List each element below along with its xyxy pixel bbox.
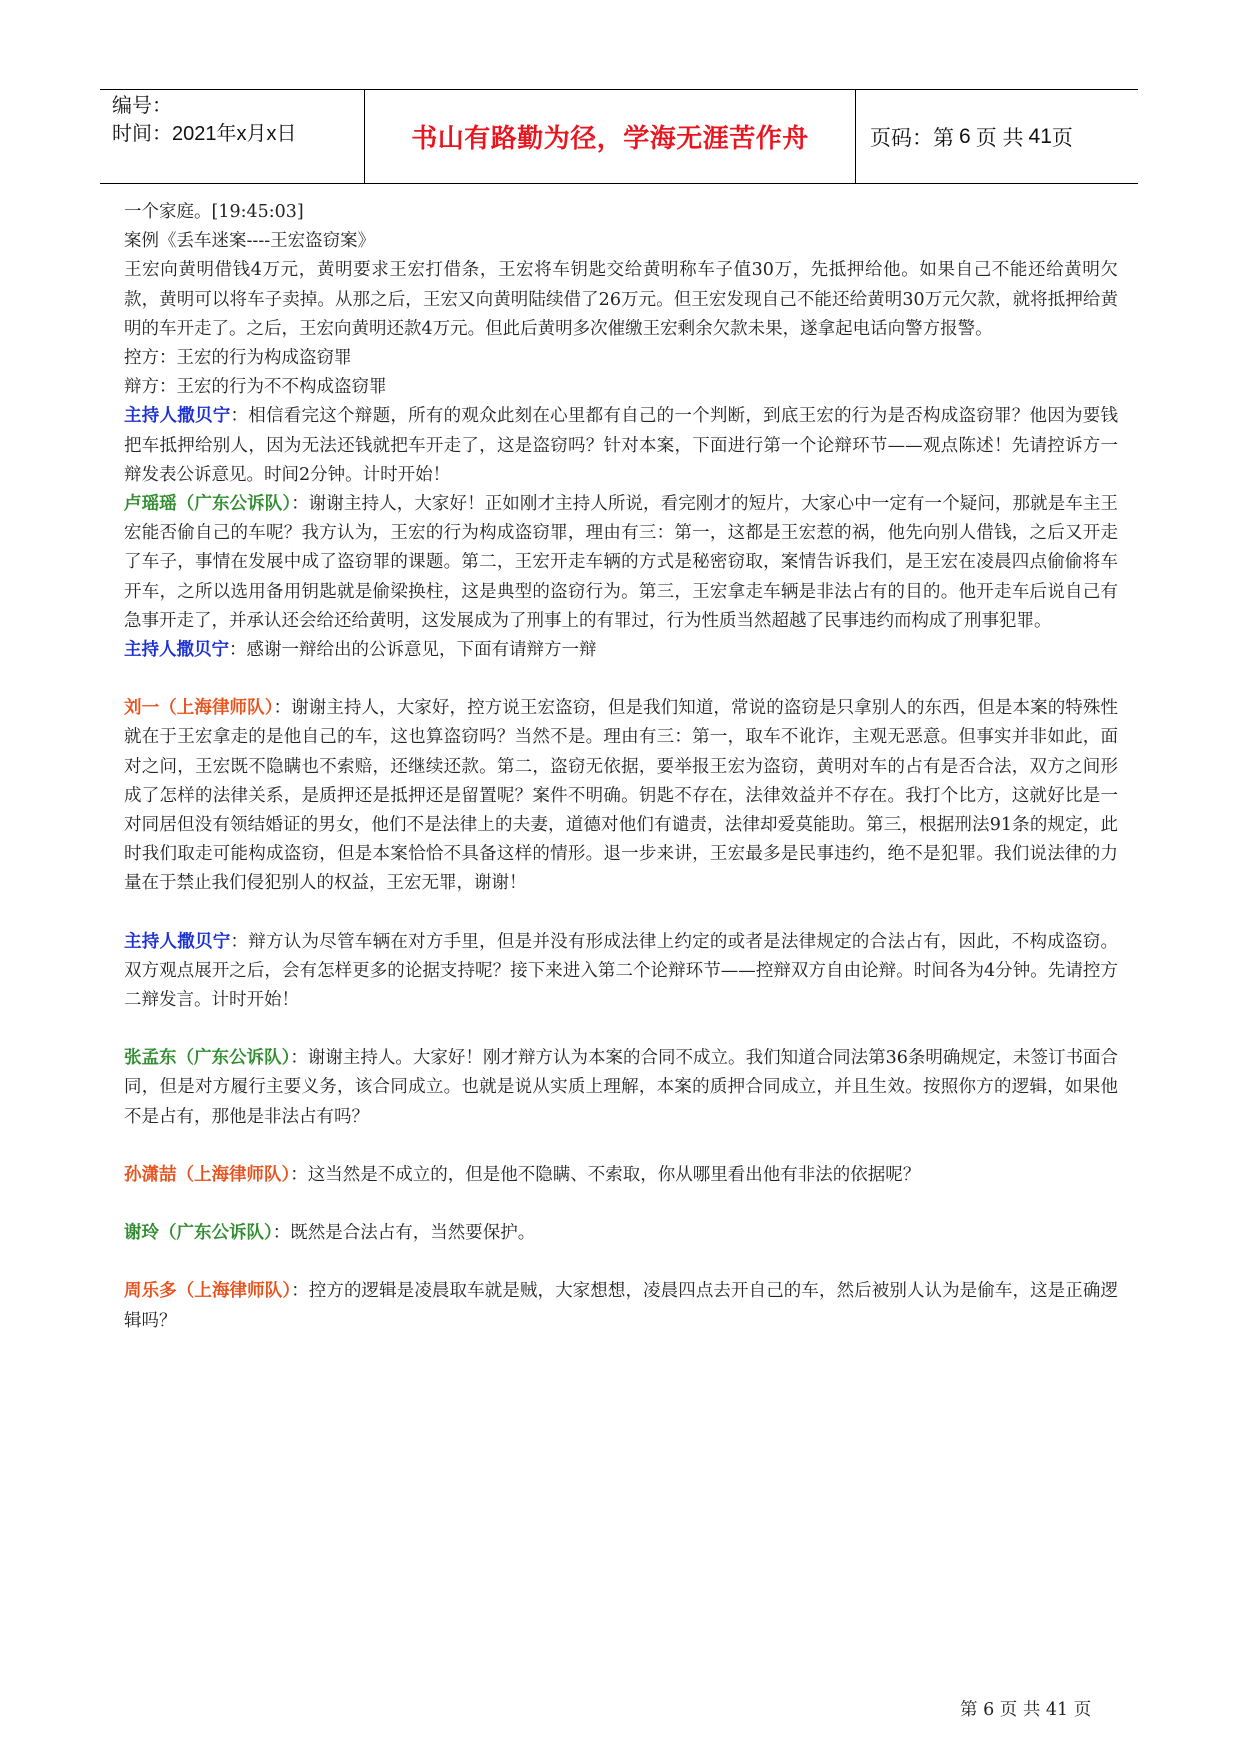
speech-text: ：控方的逻辑是凌晨取车就是贼，大家想想，凌晨四点去开自己的车，然后被别人认为是偷车，这是正确逻辑吗？ — [124, 1281, 1118, 1331]
speaker-name: 孙潇喆（上海律师队） — [124, 1164, 291, 1185]
document-header — [100, 89, 1138, 184]
speech-paragraph — [124, 636, 1118, 665]
document-body — [124, 198, 1118, 1336]
speech-text: ：相信看完这个辩题，所有的观众此刻在心里都有自己的一个判断，到底王宏的行为是否构成盗窃罪？他因为要钱把车抵押给别人，因为无法还钱就把车开走了，这是盗窃吗？针对本案，下面进行第一个论辩环节——观点陈述！先请控诉方一辩发表公诉意见。时间2分钟。计时开始！ — [124, 406, 1119, 485]
speech-paragraph — [124, 1277, 1118, 1335]
case-title: 案例《丢车迷案----王宏盗窃案》 — [124, 231, 376, 252]
speech-paragraph — [124, 928, 1118, 1016]
case-description: 王宏向黄明借钱4万元，黄明要求王宏打借条，王宏将车钥匙交给黄明称车子值30万，先抵押给他。如果自己不能还给黄明欠款，黄明可以将车子卖掉。从那之后，王宏又向黄明陆续借了26万元。但王宏发现自己不能还给黄明30万元欠款，就将抵押给黄明的车开走了。之后，王宏向黄明还款4万元。但此后黄明多次催缴王宏剩余欠款未果，遂拿起电话向警方报警。 — [124, 260, 1118, 339]
document-number-label: 编号： — [112, 95, 172, 117]
speaker-name: 卢瑶瑶（广东公诉队） — [124, 494, 292, 515]
speaker-name: 主持人撒贝宁 — [124, 931, 231, 952]
speech-paragraph — [124, 1219, 1118, 1248]
header-motto-cell — [364, 90, 856, 183]
header-motto: 书山有路勤为径，学海无涯苦作舟 — [411, 124, 809, 154]
speaker-name: 谢玲（广东公诉队） — [124, 1223, 273, 1244]
prosecution-position: 控方：王宏的行为构成盗窃罪 — [124, 348, 352, 369]
header-page-info — [856, 90, 1138, 183]
defense-position: 辩方：王宏的行为不不构成盗窃罪 — [124, 377, 387, 398]
paragraph: 一个家庭。[19:45:03] — [124, 202, 304, 222]
document-time-label: 时间：2021年x月x日 — [112, 123, 297, 145]
speech-text: ：谢谢主持人，大家好，控方说王宏盗窃，但是我们知道，常说的盗窃是只拿别人的东西，但是本案的特殊性就在于王宏拿走的是他自己的车，这也算盗窃吗？当然不是。理由有三：第一，取车不讹诈，主观无恶意。但事实并非如此，面对之问，王宏既不隐瞒也不索赔，还继续还款。第二，盗窃无依据，要举报王宏为盗窃，黄明对车的占有是否合法，双方之间形成了怎样的法律关系，是质押还是抵押还是留置呢？案件不明确。钥匙不存在，法律效益并不存在。我打个比方，这就好比是一对同居但没有领结婚证的男女，他们不是法律上的夫妻，道德对他们有谴责，法律却爱莫能助。第三，根据刑法91条的规定，此时我们取走可能构成盗窃，但是本案恰恰不具备这样的情形。退一步来讲，王宏最多是民事违约，绝不是犯罪。我们说法律的力量在于禁止我们侵犯别人的权益，王宏无罪，谢谢！ — [124, 698, 1118, 894]
speech-paragraph — [124, 490, 1118, 636]
speech-paragraph — [124, 694, 1118, 898]
page-footer: 第 6 页 共 41 页 — [960, 1700, 1092, 1720]
speaker-name: 主持人撒贝宁 — [124, 640, 229, 661]
page-label: 页码：第 — [870, 126, 954, 150]
speaker-name: 张孟东（广东公诉队） — [124, 1048, 291, 1069]
speech-text: ：既然是合法占有，当然要保护。 — [272, 1223, 536, 1244]
page-number: 6 — [959, 124, 971, 148]
speech-text: ：这当然是不成立的，但是他不隐瞒、不索取，你从哪里看出他有非法的依据呢？ — [290, 1164, 921, 1185]
speaker-name: 刘一（上海律师队） — [124, 698, 274, 719]
page-end-label: 页 — [1051, 126, 1073, 150]
page-mid-label: 页 共 — [975, 126, 1024, 150]
speaker-name: 周乐多（上海律师队） — [124, 1281, 292, 1302]
speech-text: ：谢谢主持人。大家好！刚才辩方认为本案的合同不成立。我们知道合同法第36条明确规定，未签订书面合同，但是对方履行主要义务，该合同成立。也就是说从实质上理解，本案的质押合同成立，并且生效。按照你方的逻辑，如果他不是占有，那他是非法占有吗？ — [124, 1048, 1119, 1127]
speech-paragraph — [124, 1044, 1118, 1132]
speech-text: ：谢谢主持人，大家好！正如刚才主持人所说，看完刚才的短片，大家心中一定有一个疑问，那就是车主王宏能否偷自己的车呢？我方认为，王宏的行为构成盗窃罪，理由有三：第一，这都是王宏惹的祸，他先向别人借钱，之后又开走了车子，事情在发展中成了盗窃罪的课题。第二，王宏开走车辆的方式是秘密窃取，案情告诉我们，是王宏在凌晨四点偷偷将车开车，之所以选用备用钥匙就是偷梁换柱，这是典型的盗窃行为。第三，王宏拿走车辆是非法占有的目的。他开走车后说自己有急事开走了，并承认还会给还给黄明，这发展成为了刑事上的有罪过，行为性质当然超越了民事违约而构成了刑事犯罪。 — [124, 494, 1118, 631]
speech-text: ：感谢一辩给出的公诉意见，下面有请辩方一辩 — [229, 640, 597, 661]
speech-text: ：辩方认为尽管车辆在对方手里，但是并没有形成法律上约定的或者是法律规定的合法占有，因此，不构成盗窃。双方观点展开之后，会有怎样更多的论据支持呢？接下来进入第二个论辩环节——控辩双方自由论辩。时间各为4分钟。先请控方二辩发言。计时开始！ — [124, 931, 1119, 1011]
speech-paragraph — [124, 402, 1118, 490]
page-total: 41 — [1028, 124, 1052, 148]
speech-paragraph — [124, 1161, 1118, 1190]
speaker-name: 主持人撒贝宁 — [124, 406, 231, 427]
header-meta — [100, 90, 364, 183]
